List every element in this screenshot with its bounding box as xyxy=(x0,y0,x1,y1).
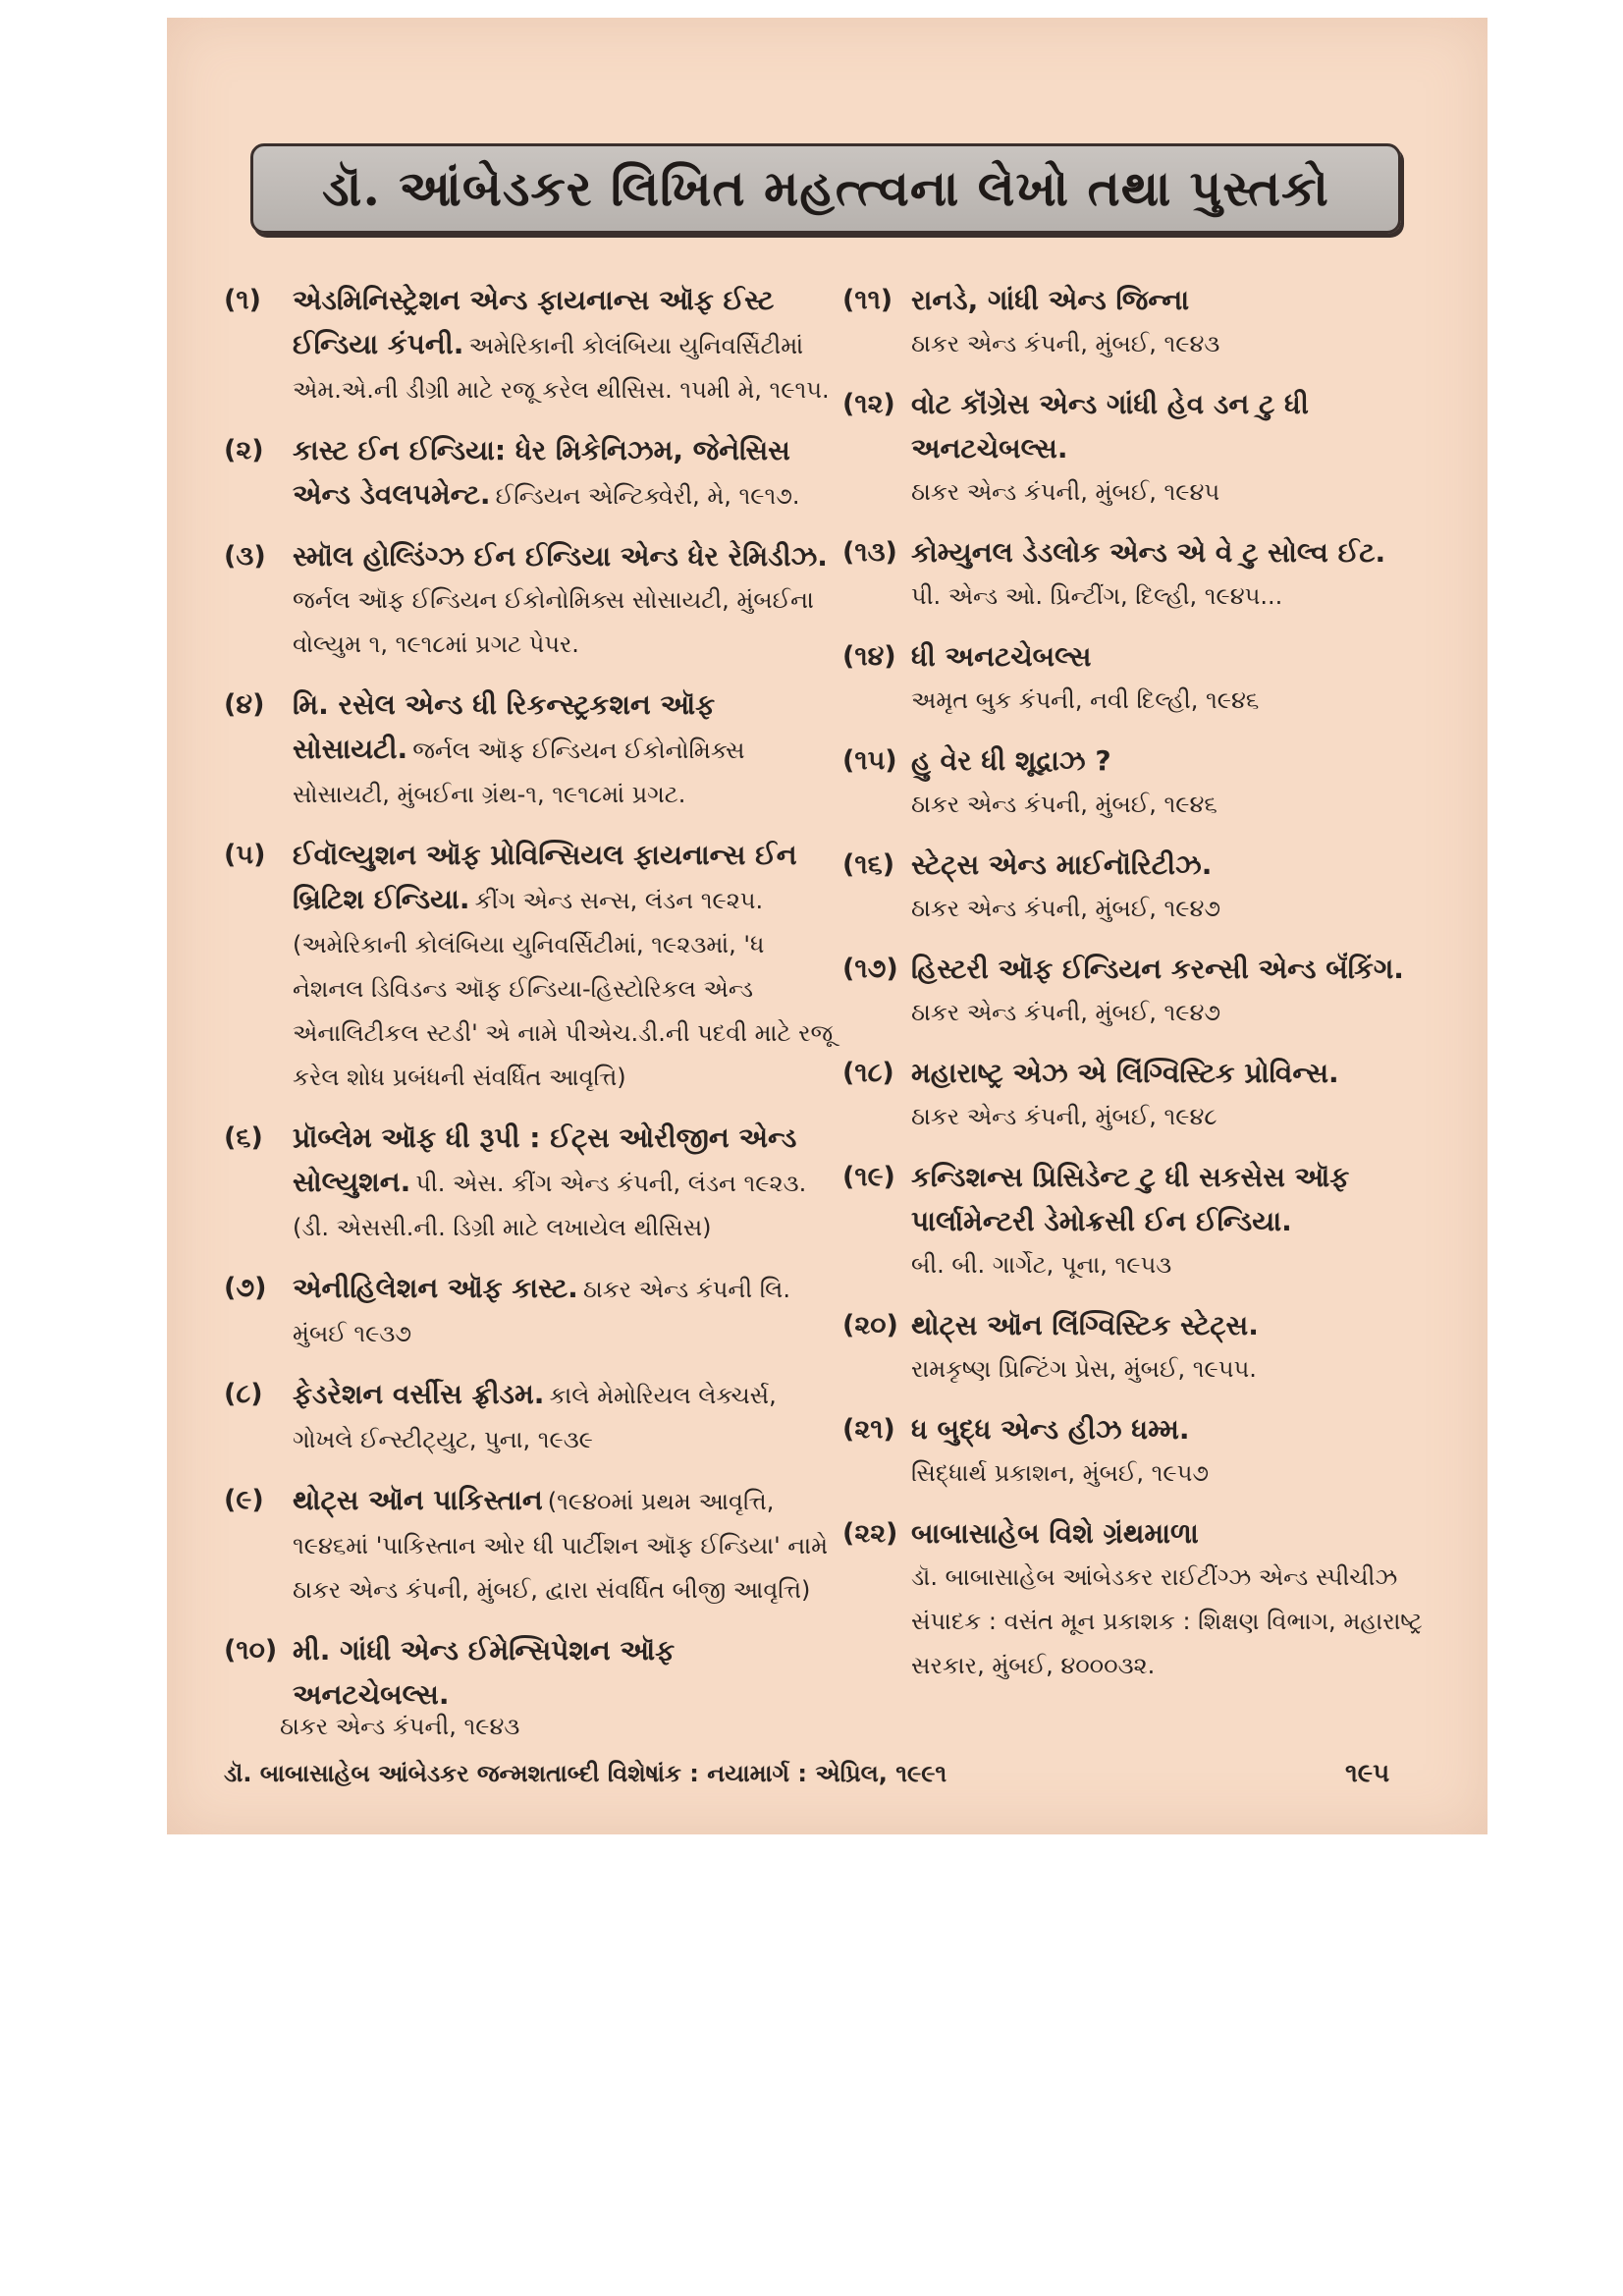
entry-description: ઠાકર એન્ડ કંપની, મુંબઈ, ૧૯૪૬ xyxy=(911,791,1217,818)
entry-title: કાસ્ટ ઈન ઈન્ડિયા: ધેર મિકેનિઝમ, જેનેસિસ એન્ડ ડેવલપમેન્ટ. xyxy=(293,434,790,511)
list-item xyxy=(224,1372,838,1462)
entry-number: (૨૧) xyxy=(842,1414,895,1445)
entry-title: પ્રૉબ્લેમ ઑફ ધી રૂપી : ઈટ્સ ઓરીજીન એન્ડ સોલ્યુશન. xyxy=(293,1121,797,1198)
entry-title: ધી અનટચેબલ્સ xyxy=(911,640,1092,673)
list-item xyxy=(842,530,1441,619)
entry-number: (૩) xyxy=(224,541,266,572)
entry-number: (૧૩) xyxy=(842,537,897,568)
entry-description: પી. એન્ડ ઓ. પ્રિન્ટીંગ, દિલ્હી, ૧૯૪૫... xyxy=(911,582,1283,610)
entry-title: ઈવૉલ્યુશન ઑફ પ્રોવિન્સિયલ ફાયનાન્સ ઈન બ્રિટિશ ઈન્ડિયા. xyxy=(293,839,797,915)
entry-description: સિદ્ધાર્થ પ્રકાશન, મુંબઈ, ૧૯૫૭ xyxy=(911,1459,1210,1487)
entry-description: રામકૃષ્ણ પ્રિન્ટિંગ પ્રેસ, મુંબઈ, ૧૯૫૫. xyxy=(911,1355,1257,1383)
entry-number: (૮) xyxy=(224,1379,263,1409)
entry-number: (૧૪) xyxy=(842,641,896,672)
entry-number: (૧૦) xyxy=(224,1635,278,1666)
entry-description: બી. બી. ગાર્ગેટ, પૂના, ૧૯૫૩ xyxy=(911,1251,1172,1279)
entry-title: મહારાષ્ટ્ર એઝ એ લિંગ્વિસ્ટિક પ્રોવિન્સ. xyxy=(911,1057,1339,1089)
entry-title: મી. ગાંધી એન્ડ ઈમેન્સિપેશન ઑફ અનટચેબલ્સ. xyxy=(293,1634,676,1711)
list-item xyxy=(842,1303,1441,1392)
list-item xyxy=(842,634,1441,723)
list-item xyxy=(842,382,1441,515)
entry-description: ઠાકર એન્ડ કંપની લિ. મુંબઈ ૧૯૩૭ xyxy=(293,1276,790,1347)
entry-description: ઠાકર એન્ડ કંપની, મુંબઈ, ૧૯૪૭ xyxy=(911,999,1221,1026)
entry-title: મિ. રસેલ એન્ડ ધી રિકન્સ્ટ્રકશન ઑફ સોસાયટી. xyxy=(293,688,716,765)
entry-description: અમેરિકાની કોલંબિયા યુનિવર્સિટીમાં એમ.એ.ની ડીગ્રી માટે રજૂ કરેલ થીસિસ. ૧૫મી મે, ૧૯૧૫. xyxy=(293,332,830,404)
entry-title: ધ બુદ્ધ એન્ડ હીઝ ધમ્મ. xyxy=(911,1413,1190,1446)
entry-number: (૧૯) xyxy=(842,1162,895,1192)
list-item xyxy=(224,1116,838,1250)
entry-description: પી. એસ. કીંગ એન્ડ કંપની, લંડન ૧૯૨૩. (ડી. એસસી.ની. ડિગ્રી માટે લખાયેલ થીસિસ) xyxy=(293,1170,807,1241)
entry-description: અમૃત બુક કંપની, નવી દિલ્હી, ૧૯૪૬ xyxy=(911,686,1260,714)
entry-number: (૫) xyxy=(224,840,266,870)
entry-number: (૧૭) xyxy=(842,954,898,984)
entry-number: (૨૨) xyxy=(842,1518,898,1549)
entry-number: (૧) xyxy=(224,285,261,315)
entry-description: ઠાકર એન્ડ કંપની, મુંબઈ, ૧૯૪૩ xyxy=(911,330,1220,357)
list-item xyxy=(842,1407,1441,1496)
entry-title: રાનડે, ગાંધી એન્ડ જિન્ના xyxy=(911,284,1190,316)
entry-title: હિસ્ટરી ઑફ ઈન્ડિયન કરન્સી એન્ડ બૅંકિંગ. xyxy=(911,953,1404,985)
entry-number: (૧૫) xyxy=(842,745,897,776)
entry-description: જર્નલ ઑફ ઈન્ડિયન ઈકોનોમિક્સ સોસાયટી, મુંબઈના ગ્રંથ-૧, ૧૯૧૮માં પ્રગટ. xyxy=(293,737,745,808)
list-item xyxy=(842,947,1441,1035)
entry-description: ઠાકર એન્ડ કંપની, મુંબઈ, ૧૯૪૮ xyxy=(911,1103,1217,1130)
entry-number: (૧૨) xyxy=(842,389,895,419)
entry-number: (૧૮) xyxy=(842,1058,894,1088)
page-number: ૧૯૫ xyxy=(1345,1759,1390,1788)
list-item xyxy=(842,1051,1441,1139)
entry-title: એનીહિલેશન ઑફ કાસ્ટ. xyxy=(293,1272,578,1304)
entry-description: ઠાકર એન્ડ કંપની, મુંબઈ, ૧૯૪૫ xyxy=(911,478,1220,506)
list-item xyxy=(224,683,838,817)
entry-number: (૭) xyxy=(224,1273,267,1303)
magazine-page xyxy=(167,18,1488,1834)
right-column xyxy=(842,278,1441,1704)
entry-number: (૨૦) xyxy=(842,1310,898,1340)
list-item xyxy=(224,833,838,1100)
list-item xyxy=(842,1511,1441,1688)
list-item xyxy=(842,278,1441,366)
page-title: ડૉ. આંબેડકર લિખિત મહત્ત્વના લેખો તથા પુસ્તકો xyxy=(322,159,1329,217)
entry-description: (૧૯૪૦માં પ્રથમ આવૃત્તિ, ૧૯૪૬માં 'પાકિસ્તાન ઓર ધી પાર્ટીશન ઑફ ઈન્ડિયા' નામે ઠાકર એન્ડ કંપની, મુંબઈ, દ્વારા સંવર્ધિત બીજી આવૃત્તિ) xyxy=(293,1488,829,1604)
entry-title: કન્ડિશન્સ પ્રિસિડેન્ટ ટુ ધી સકસેસ ઑફ પાર્લામેન્ટરી ડેમોક્રસી ઈન ઈન્ડિયા. xyxy=(911,1161,1350,1237)
entry-title: એડમિનિસ્ટ્રેશન એન્ડ ફાયનાન્સ ઑફ ઈસ્ટ ઈન્ડિયા કંપની. xyxy=(293,284,775,360)
entry-title: સ્ટેટ્સ એન્ડ માઈનૉરિટીઝ. xyxy=(911,848,1213,881)
entry-title: થોટ્સ ઑન લિંગ્વિસ્ટિક સ્ટેટ્સ. xyxy=(911,1309,1259,1341)
entry-number: (૧૬) xyxy=(842,849,895,880)
list-item xyxy=(224,1478,838,1613)
entry-number: (૪) xyxy=(224,689,265,720)
entry-title: વોટ કૉંગ્રેસ એન્ડ ગાંધી હેવ ડન ટુ ધી અનટચેબલ્સ. xyxy=(911,388,1309,465)
list-item xyxy=(842,843,1441,931)
list-item xyxy=(224,534,838,667)
list-item xyxy=(224,1628,838,1719)
entry-title: ફેડરેશન વર્સીસ ફ્રીડમ. xyxy=(293,1378,545,1410)
list-item xyxy=(224,1266,838,1356)
page-footer: ડૉ. બાબાસાહેબ આંબેડકર જન્મશતાબ્દી વિશેષાંક : નયામાર્ગ : એપ્રિલ, ૧૯૯૧ xyxy=(224,1760,947,1787)
list-item xyxy=(224,428,838,519)
list-item xyxy=(842,738,1441,827)
entry-number: (૧૧) xyxy=(842,285,893,315)
entry-title: થોટ્સ ઑન પાકિસ્તાન xyxy=(293,1484,543,1516)
left-column xyxy=(224,278,838,1734)
entry-title: કોમ્યુનલ ડેડલોક એન્ડ એ વે ટુ સોલ્વ ઈટ. xyxy=(911,536,1386,569)
entry10-publisher: ઠાકર એન્ડ કંપની, ૧૯૪૩ xyxy=(280,1713,520,1740)
entry-description: ઈન્ડિયન એન્ટિક્વેરી, મે, ૧૯૧૭. xyxy=(495,482,800,510)
entry-title: સ્મૉલ હોલ્ડિંગ્ઝ ઈન ઈન્ડિયા એન્ડ ધેર રેમિડીઝ. xyxy=(293,540,828,573)
entry-title: બાબાસાહેબ વિશે ગ્રંથમાળા xyxy=(911,1517,1199,1550)
entry-description: ઠાકર એન્ડ કંપની, મુંબઈ, ૧૯૪૭ xyxy=(911,895,1221,922)
entry-number: (૯) xyxy=(224,1485,264,1515)
entry-description: જર્નલ ઑફ ઈન્ડિયન ઈકોનોમિક્સ સોસાયટી, મુંબઈના વોલ્યુમ ૧, ૧૯૧૮માં પ્રગટ પેપર. xyxy=(293,586,814,658)
title-banner xyxy=(250,143,1401,234)
entry-description: કાલે મેમોરિયલ લેક્ચર્સ, ગોખલે ઈન્સ્ટીટ્યુટ, પુના, ૧૯૩૯ xyxy=(293,1382,777,1453)
entry-description: ડૉ. બાબાસાહેબ આંબેડકર રાઈટીંગ્ઝ એન્ડ સ્પીચીઝ સંપાદક : વસંત મૂન પ્રકાશક : શિક્ષણ વિભાગ, મહારાષ્ટ્ર સરકાર, મુંબઈ, ૪૦૦૦૩૨. xyxy=(911,1563,1423,1679)
entry-description: કીંગ એન્ડ સન્સ, લંડન ૧૯૨૫. (અમેરિકાની કોલંબિયા યુનિવર્સિટીમાં, ૧૯૨૩માં, 'ધ નેશનલ ડિવિડન્ડ ઑફ ઈન્ડિયા-હિસ્ટોરિકલ એન્ડ એનાલિટીકલ સ્ટડી' એ નામે પીએચ.ડી.ની પદવી માટે રજૂ કરેલ શોધ પ્રબંધની સંવર્ધિત આવૃત્તિ) xyxy=(293,887,834,1091)
entry-number: (૬) xyxy=(224,1122,263,1153)
entry-number: (૨) xyxy=(224,435,264,465)
entry-title: હુ વેર ધી શૂદ્રાઝ ? xyxy=(911,744,1111,777)
list-item xyxy=(224,278,838,412)
list-item xyxy=(842,1155,1441,1287)
